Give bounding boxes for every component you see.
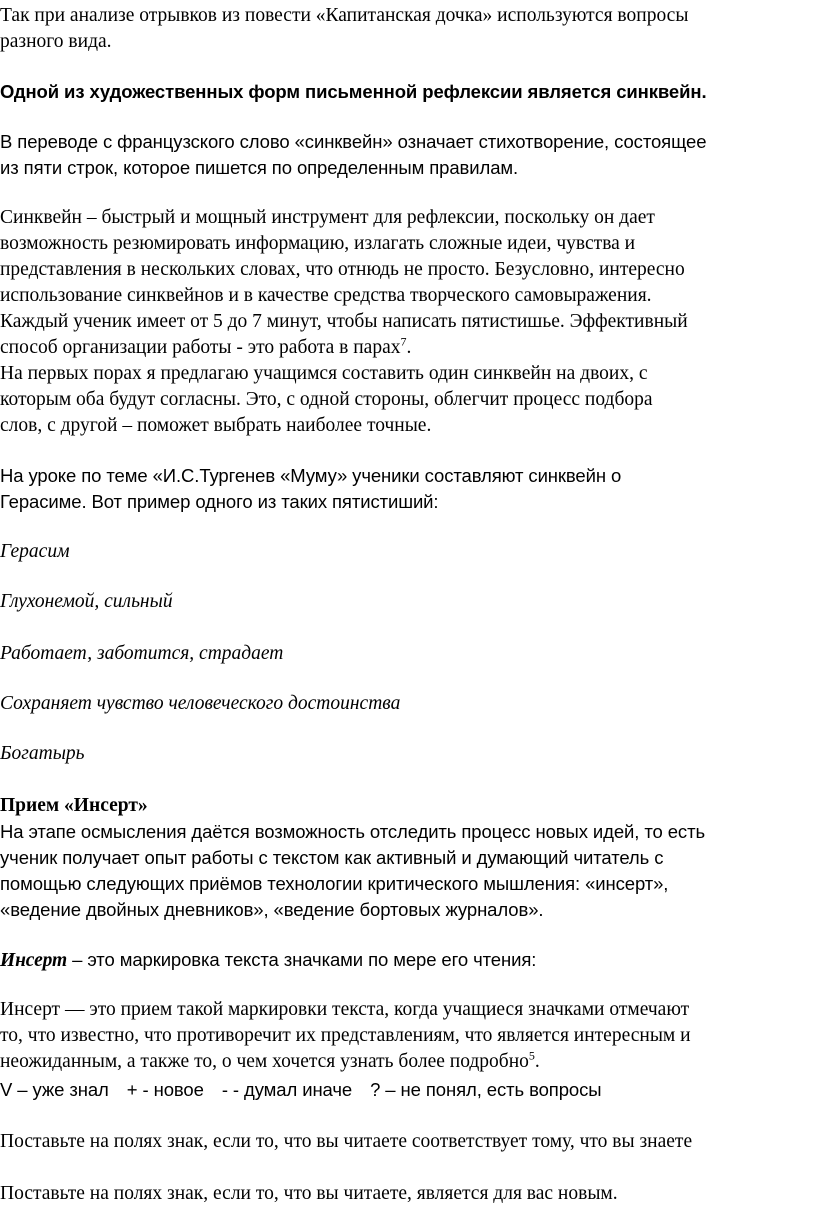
mark-known: V – уже знал <box>0 1079 109 1100</box>
paragraph-translation-line-2: из пяти строк, которое пишется по определенным правилам. <box>0 157 519 178</box>
line-end: . <box>406 337 412 358</box>
marks-legend <box>0 1077 601 1103</box>
paragraph-lesson-line-1: На уроке по теме «И.С.Тургенев «Муму» ученики составляют синквейн о <box>0 465 622 486</box>
instruction-new: Поставьте на полях знак, если то, что вы читаете, является для вас новым. <box>0 1183 618 1204</box>
paragraph-sinkvein-line-4: использование синквейнов и в качестве средства творческого самовыражения. <box>0 285 652 306</box>
paragraph-sinkvein-line-8: которым оба будут согласны. Это, с одной стороны, облегчит процесс подбора <box>0 389 653 410</box>
paragraph-insert-line-1: Инсерт — это прием такой маркировки текста, когда учащиеся значками отмечают <box>0 999 690 1020</box>
heading-sinkvein: Одной из художественных форм письменной рефлексии является синквейн. <box>0 81 707 102</box>
paragraph-sinkvein-line-6 <box>0 335 411 361</box>
mark-new: + - новое <box>126 1079 204 1100</box>
heading-insert: Прием «Инсерт» <box>0 795 148 816</box>
paragraph-translation-line-1: В переводе с французского слово «синквейн» означает стихотворение, состоящее <box>0 131 707 152</box>
line-text: неожиданным, а также то, о чем хочется узнать более подробно <box>0 1051 529 1072</box>
line-text: способ организации работы - это работа в парах <box>0 337 401 358</box>
poem-line-2: Глухонемой, сильный <box>0 591 173 612</box>
paragraph-stage-line-4: «ведение двойных дневников», «ведение бортовых журналов». <box>0 899 544 920</box>
instruction-known: Поставьте на полях знак, если то, что вы читаете соответствует тому, что вы знаете <box>0 1131 693 1152</box>
paragraph-intro-line-1: Так при анализе отрывков из повести «Капитанская дочка» используются вопросы <box>0 5 689 26</box>
paragraph-stage-line-3: помощью следующих приёмов технологии критического мышления: «инсерт», <box>0 873 669 894</box>
paragraph-insert-line-2: то, что известно, что противоречит их представлениям, что является интересным и <box>0 1025 691 1046</box>
poem-line-5: Богатырь <box>0 743 85 764</box>
mark-thought-otherwise: - - думал иначе <box>221 1079 353 1100</box>
paragraph-sinkvein-line-5: Каждый ученик имеет от 5 до 7 минут, чтобы написать пятистишье. Эффективный <box>0 311 688 332</box>
paragraph-intro-line-2: разного вида. <box>0 31 112 52</box>
poem-line-1: Герасим <box>0 541 70 562</box>
footnote-ref-7: 7 <box>400 334 407 349</box>
paragraph-sinkvein-line-9: слов, с другой – поможет выбрать наиболее точные. <box>0 415 432 436</box>
poem-line-4: Сохраняет чувство человеческого достоинства <box>0 693 401 714</box>
paragraph-lesson-line-2: Герасиме. Вот пример одного из таких пятистиший: <box>0 491 439 512</box>
paragraph-sinkvein-line-1: Синквейн – быстрый и мощный инструмент для рефлексии, поскольку он дает <box>0 207 655 228</box>
mark-question: ? – не понял, есть вопросы <box>370 1079 602 1100</box>
paragraph-insert-line-3 <box>0 1049 540 1075</box>
insert-definition-text: – это маркировка текста значками по мере его чтения: <box>67 949 537 970</box>
paragraph-stage-line-2: ученик получает опыт работы с текстом как активный и думающий читатель с <box>0 847 664 868</box>
insert-term: Инсерт <box>0 950 68 971</box>
line-end: . <box>534 1051 540 1072</box>
insert-definition <box>0 947 536 974</box>
paragraph-stage-line-1: На этапе осмысления даётся возможность отследить процесс новых идей, то есть <box>0 821 705 842</box>
paragraph-sinkvein-line-2: возможность резюмировать информацию, излагать сложные идеи, чувства и <box>0 233 636 254</box>
poem-line-3: Работает, заботится, страдает <box>0 643 284 664</box>
footnote-ref-5: 5 <box>528 1048 535 1063</box>
paragraph-sinkvein-line-7: На первых порах я предлагаю учащимся составить один синквейн на двоих, с <box>0 363 648 384</box>
paragraph-sinkvein-line-3: представления в нескольких словах, что отнюдь не просто. Безусловно, интересно <box>0 259 685 280</box>
